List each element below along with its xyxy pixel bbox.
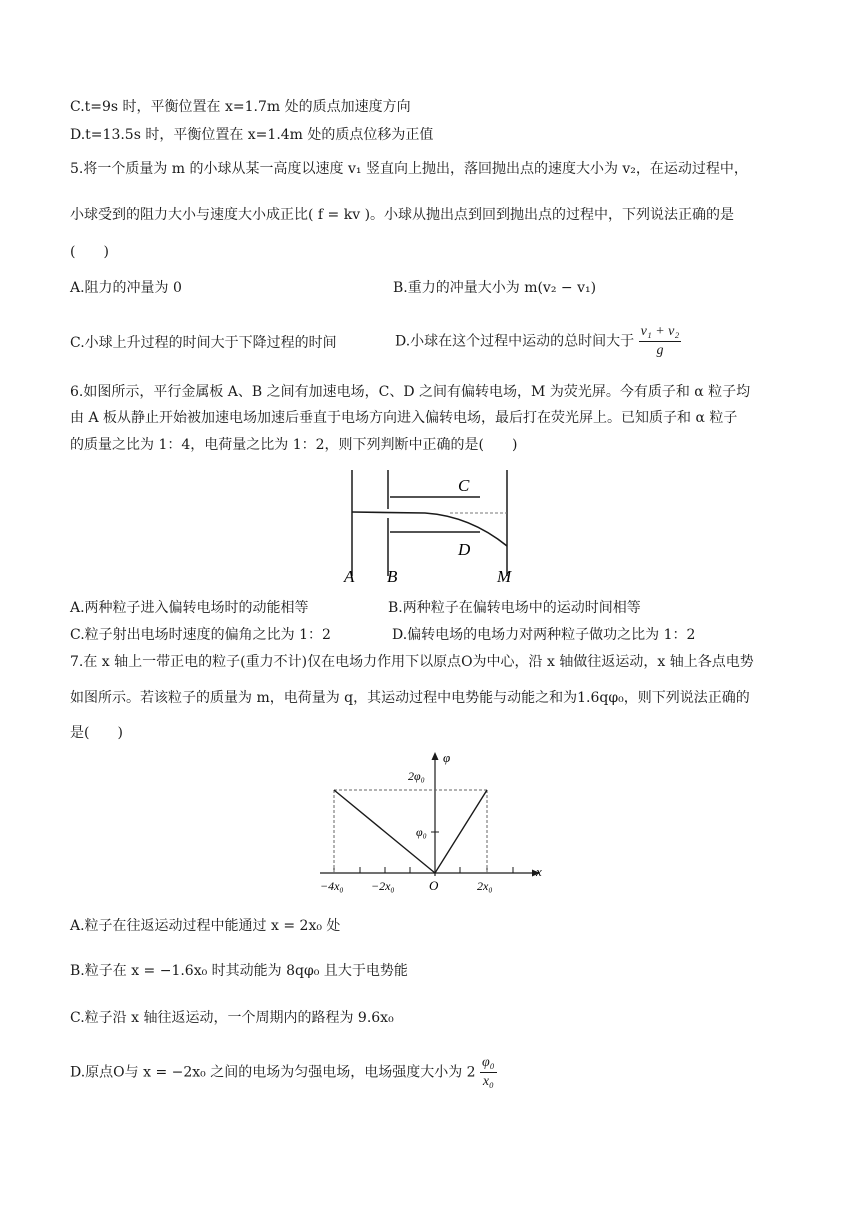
q7-option-d-text: D.原点O与 x = −2x₀ 之间的电场为匀强电场，电场强度大小为 2 (70, 1064, 476, 1081)
q5-option-d (395, 323, 681, 360)
q6-option-d: D.偏转电场的电场力对两种粒子做功之比为 1：2 (392, 627, 696, 643)
label-neg2x0: −2x₀ (371, 879, 395, 893)
q5-stem-line-2: 小球受到的阻力大小与速度大小成正比( f = kv )。小球从抛出点到回到抛出点的过程中，下列说法正确的是 (70, 207, 735, 223)
label-x: x (536, 864, 542, 879)
q5-fraction-numerator: v₁ + v₂ (639, 323, 682, 342)
q7-option-a: A.粒子在往返运动过程中能通过 x = 2x₀ 处 (70, 918, 341, 934)
q6-stem-line-3: 的质量之比为 1：4，电荷量之比为 1：2，则下列判断中正确的是( ) (70, 437, 518, 453)
q7-stem-line-2: 如图所示。若该粒子的质量为 m，电荷量为 q，其运动过程中电势能与动能之和为1.6qφ₀，则下列说法正确的 (70, 690, 750, 706)
q4-option-c: C.t=9s 时，平衡位置在 x=1.7m 处的质点加速度方向 (70, 99, 411, 115)
label-phi0: φ₀ (416, 825, 427, 839)
label-a: A (344, 567, 355, 586)
q6-option-c: C.粒子射出电场时速度的偏角之比为 1：2 (70, 627, 331, 643)
q6-stem-line-1: 6.如图所示，平行金属板 A、B 之间有加速电场，C、D 之间有偏转电场，M 为荧光屏。今有质子和 α 粒子均 (70, 384, 751, 400)
q7-potential-graph (310, 748, 560, 898)
label-phi: φ (443, 750, 451, 765)
q5-option-d-fraction (639, 323, 682, 360)
q7-option-c: C.粒子沿 x 轴往返运动，一个周期内的路程为 9.6x₀ (70, 1010, 394, 1026)
q7-fraction-denominator: x₀ (482, 1074, 494, 1089)
q5-answer-bracket: ( ) (70, 244, 109, 260)
label-origin: O (429, 878, 439, 893)
q7-option-d-fraction (480, 1054, 497, 1091)
label-b: B (387, 567, 398, 586)
phi-axis-arrow (432, 752, 439, 760)
q7-stem-line-3: 是( ) (70, 725, 123, 741)
q6-option-b: B.两种粒子在偏转电场中的运动时间相等 (388, 600, 641, 616)
q6-option-a: A.两种粒子进入偏转电场时的动能相等 (70, 600, 309, 616)
label-neg4x0: −4x₀ (320, 879, 344, 893)
q5-fraction-denominator: g (656, 343, 664, 358)
q5-option-a: A.阻力的冲量为 0 (70, 280, 182, 296)
label-m: M (497, 567, 512, 586)
q7-fraction-numerator: φ₀ (480, 1054, 497, 1073)
q7-option-d (70, 1054, 497, 1091)
q5-option-d-text: D.小球在这个过程中运动的总时间大于 (395, 333, 635, 350)
particle-trajectory (352, 512, 507, 546)
label-c: C (458, 476, 470, 495)
q7-option-b: B.粒子在 x = −1.6x₀ 时其动能为 8qφ₀ 且大于电势能 (70, 963, 408, 979)
q5-option-b: B.重力的冲量大小为 m(v₂ − v₁) (393, 280, 597, 296)
q6-stem-line-2: 由 A 板从静止开始被加速电场加速后垂直于电场方向进入偏转电场，最后打在荧光屏上。已知质子和 α 粒子 (70, 410, 738, 426)
q5-option-c: C.小球上升过程的时间大于下降过程的时间 (70, 335, 337, 351)
q6-deflection-figure (330, 466, 540, 590)
label-two-phi0: 2φ₀ (408, 769, 425, 783)
label-d: D (458, 540, 471, 559)
q4-option-d: D.t=13.5s 时，平衡位置在 x=1.4m 处的质点位移为正值 (70, 127, 434, 143)
q7-stem-line-1: 7.在 x 轴上一带正电的粒子(重力不计)仅在电场力作用下以原点O为中心，沿 x 轴做往返运动，x 轴上各点电势 (70, 654, 754, 670)
label-pos2x0: 2x₀ (477, 879, 493, 893)
potential-curve (334, 790, 487, 873)
q5-stem-line-1: 5.将一个质量为 m 的小球从某一高度以速度 v₁ 竖直向上抛出，落回抛出点的速度大小为 v₂，在运动过程中， (70, 161, 748, 177)
